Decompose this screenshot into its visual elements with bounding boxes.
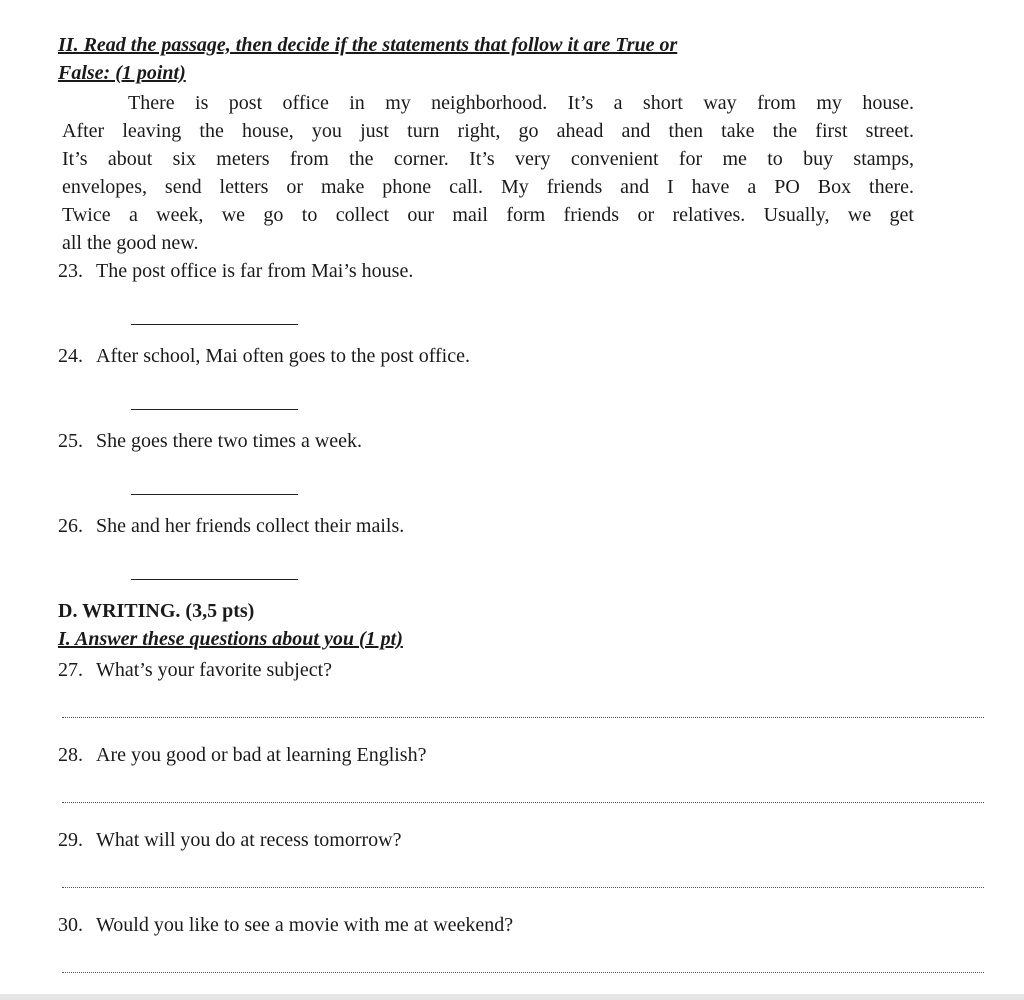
question-27 bbox=[58, 658, 332, 682]
question-text: Are you good or bad at learning English? bbox=[96, 744, 427, 766]
answer-blank-24[interactable] bbox=[131, 409, 298, 410]
statement-number: 26. bbox=[58, 515, 83, 537]
statement-text: The post office is far from Mai’s house. bbox=[96, 260, 414, 282]
statement-26 bbox=[58, 514, 404, 538]
question-number: 27. bbox=[58, 659, 83, 681]
statement-text: After school, Mai often goes to the post office. bbox=[96, 345, 470, 367]
answer-line-30[interactable] bbox=[62, 972, 984, 973]
answer-line-27[interactable] bbox=[62, 717, 984, 718]
question-30 bbox=[58, 913, 513, 937]
statement-24 bbox=[58, 344, 470, 368]
writing-subheading: I. Answer these questions about you (1 pt) bbox=[58, 628, 403, 650]
answer-line-28[interactable] bbox=[62, 802, 984, 803]
passage-line: all the good new. bbox=[62, 232, 199, 254]
statement-number: 25. bbox=[58, 430, 83, 452]
question-text: What’s your favorite subject? bbox=[96, 659, 333, 681]
passage-line: Twice a week, we go to collect our mail form friends or relatives. Usually, we get bbox=[62, 204, 914, 226]
reading-heading-line2: False: (1 point) bbox=[58, 62, 186, 84]
statement-text: She and her friends collect their mails. bbox=[96, 515, 405, 537]
passage-line: It’s about six meters from the corner. It’s very convenient for me to buy stamps, bbox=[62, 148, 914, 170]
question-number: 29. bbox=[58, 829, 83, 851]
question-28 bbox=[58, 743, 426, 767]
statement-number: 23. bbox=[58, 260, 83, 282]
statement-number: 24. bbox=[58, 345, 83, 367]
answer-blank-25[interactable] bbox=[131, 494, 298, 495]
page-bottom-edge bbox=[0, 994, 1024, 1000]
passage-line: After leaving the house, you just turn right, go ahead and then take the first street. bbox=[62, 120, 914, 142]
question-29 bbox=[58, 828, 401, 852]
reading-heading-line1: II. Read the passage, then decide if the statements that follow it are True or bbox=[58, 34, 678, 56]
question-number: 28. bbox=[58, 744, 83, 766]
passage-line: There is post office in my neighborhood. It’s a short way from my house. bbox=[128, 92, 914, 114]
question-text: Would you like to see a movie with me at weekend? bbox=[96, 914, 514, 936]
answer-blank-26[interactable] bbox=[131, 579, 298, 580]
passage-line: envelopes, send letters or make phone call. My friends and I have a PO Box there. bbox=[62, 176, 914, 198]
statement-23 bbox=[58, 259, 413, 283]
question-number: 30. bbox=[58, 914, 83, 936]
statement-25 bbox=[58, 429, 362, 453]
writing-title: D. WRITING. (3,5 pts) bbox=[58, 600, 255, 622]
answer-line-29[interactable] bbox=[62, 887, 984, 888]
statement-text: She goes there two times a week. bbox=[96, 430, 363, 452]
question-text: What will you do at recess tomorrow? bbox=[96, 829, 402, 851]
answer-blank-23[interactable] bbox=[131, 324, 298, 325]
